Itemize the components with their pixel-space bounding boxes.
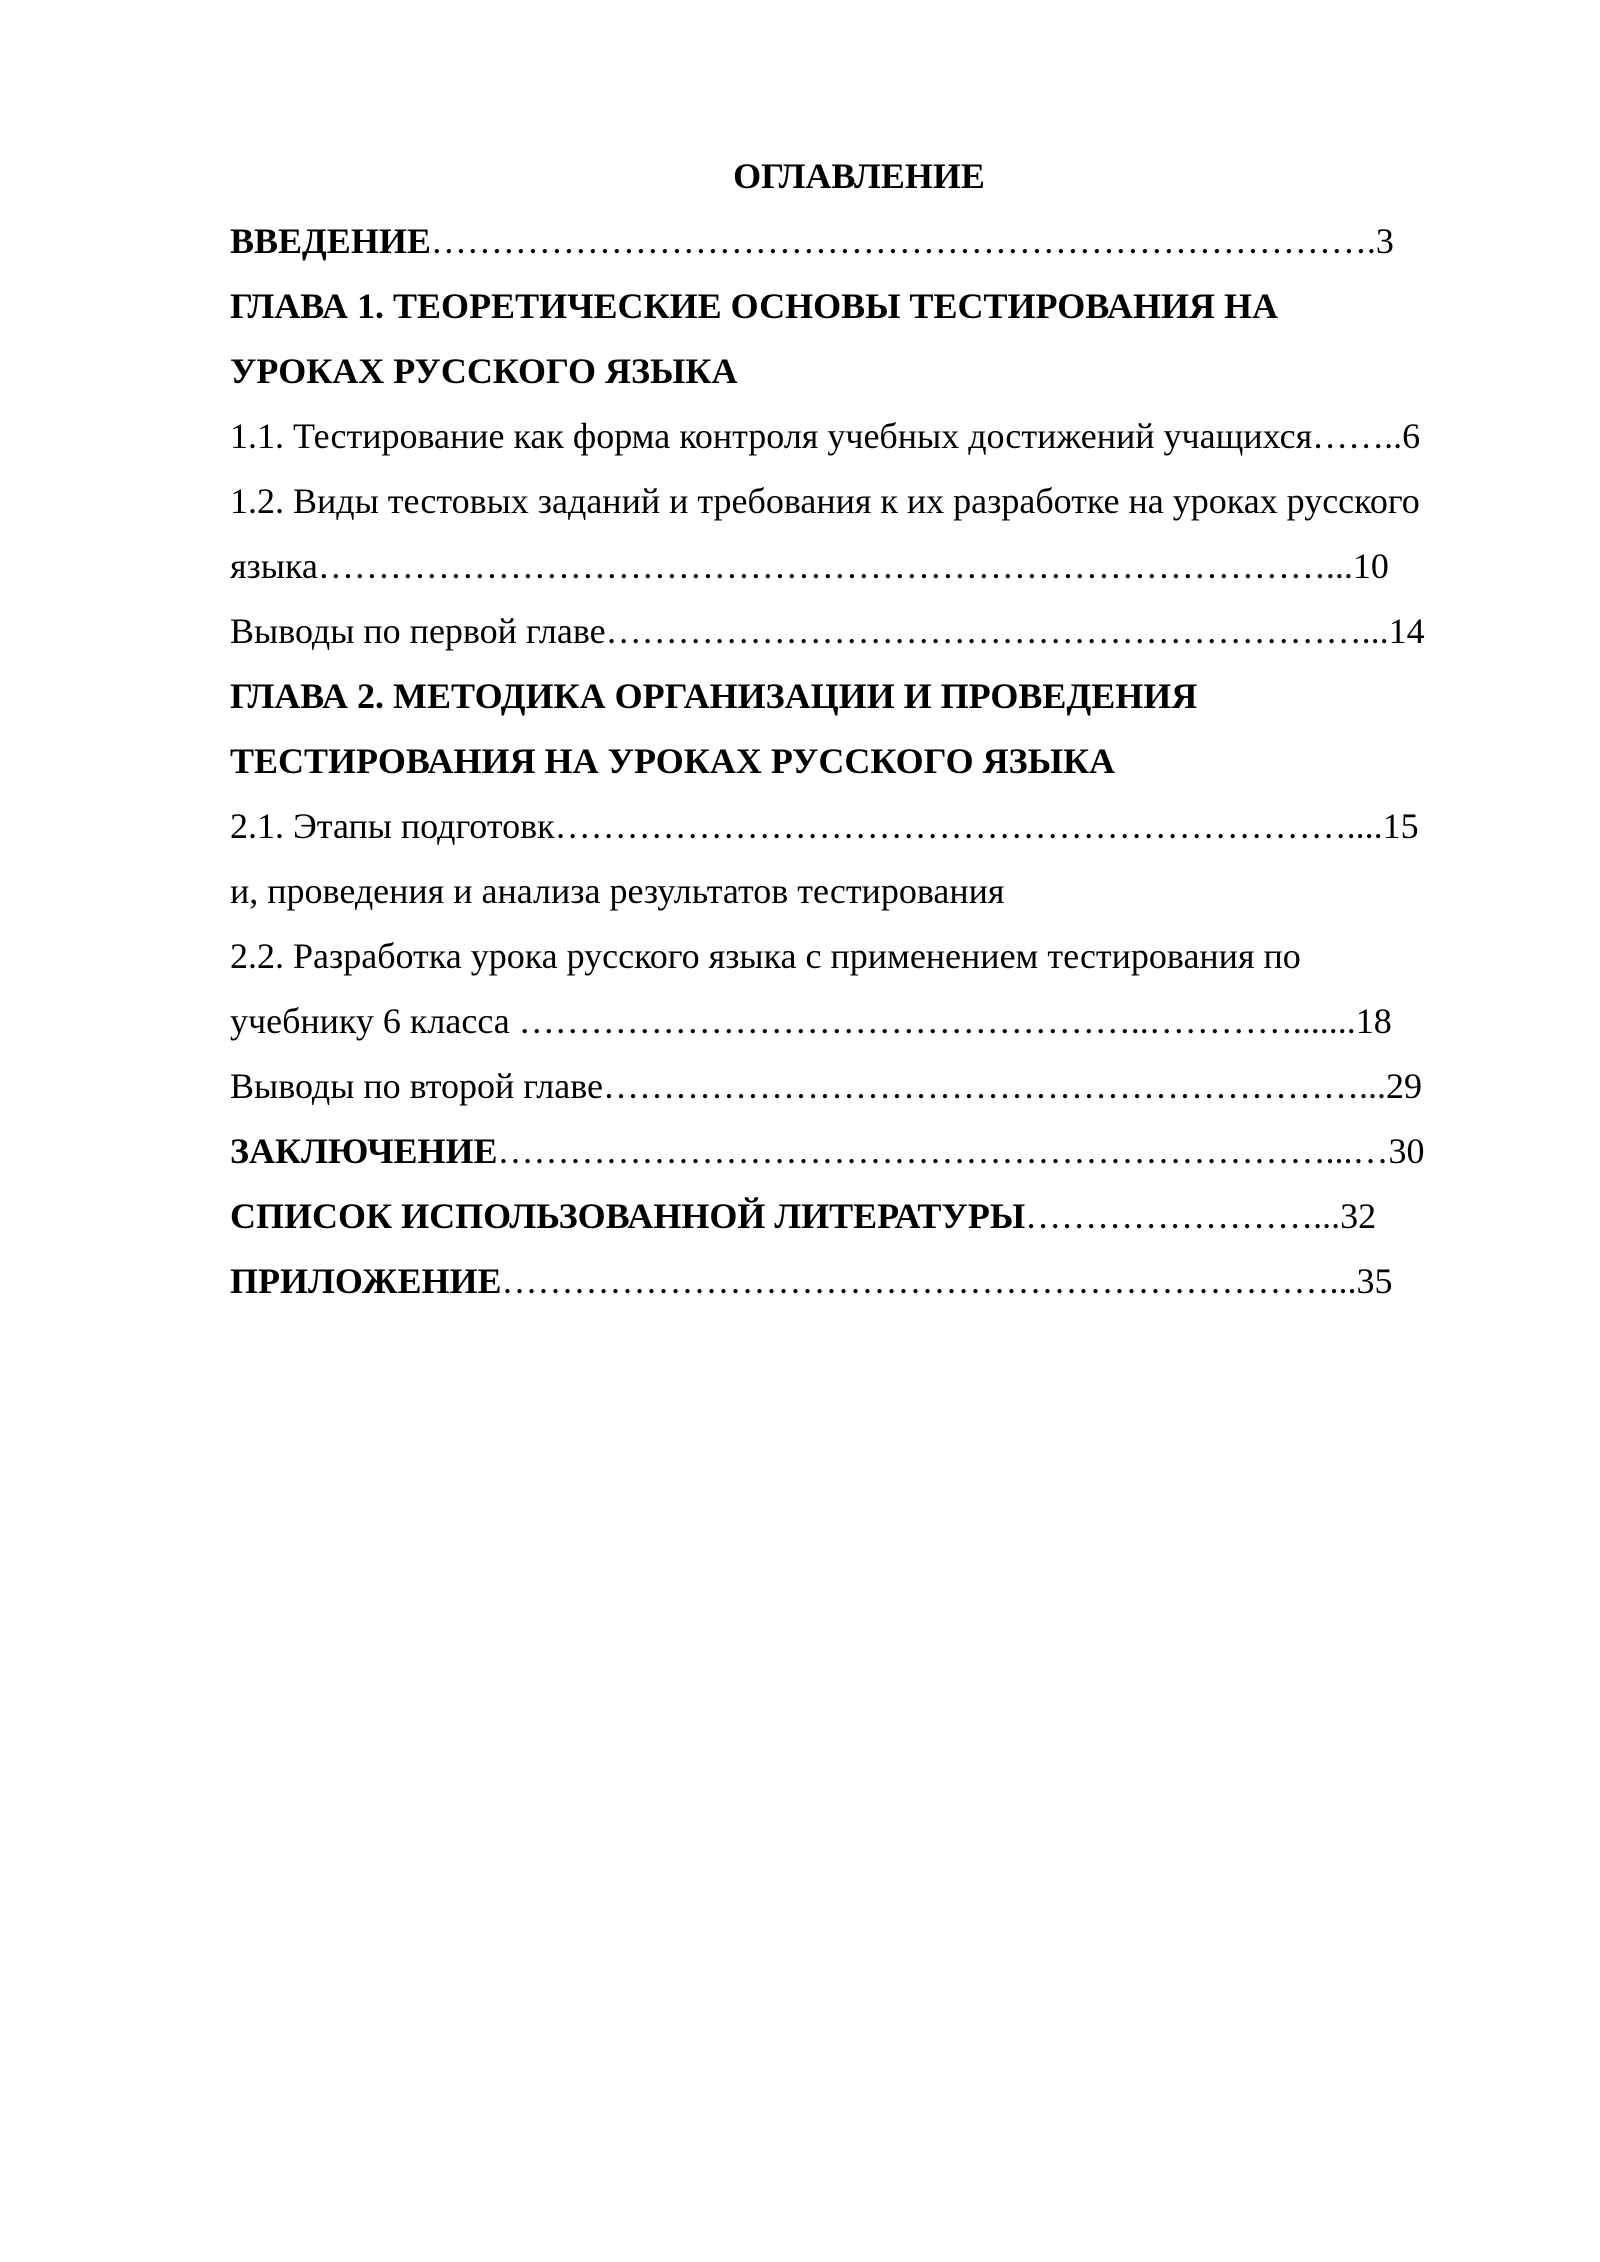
toc-entry-appendix [230, 1253, 1530, 1309]
toc-entry-leader: …………………………………………………………………….3 [430, 221, 1394, 261]
toc-entry-label: ВВЕДЕНИЕ [230, 221, 431, 261]
toc-entry-introduction [230, 213, 1530, 269]
toc-entry-chapter-1-line-1: ГЛАВА 1. ТЕОРЕТИЧЕСКИЕ ОСНОВЫ ТЕСТИРОВАНИЯ НА [230, 286, 1278, 326]
toc-entry-label: СПИСОК ИСПОЛЬЗОВАННОЙ ЛИТЕРАТУРЫ [230, 1196, 1026, 1236]
toc-entry-section-2-1-line-1: 2.1. Этапы подготовк…………………………………………………………....15 [230, 806, 1419, 846]
toc-entry-section-1-2-line-1: 1.2. Виды тестовых заданий и требования к их разработке на уроках русского [230, 481, 1420, 521]
toc-entry-label: ПРИЛОЖЕНИЕ [230, 1261, 502, 1301]
toc-entry-section-1-1: 1.1. Тестирование как форма контроля учебных достижений учащихся……..6 [230, 416, 1421, 456]
toc-entry-leader: ……………………...32 [1025, 1196, 1377, 1236]
toc-entry-section-2-2-line-1: 2.2. Разработка урока русского языка с применением тестирования по [230, 936, 1301, 976]
toc-entry-conclusion [230, 1123, 1530, 1179]
toc-entry-section-1-2-line-2: языка…………………………………………………………………………...10 [230, 546, 1389, 586]
toc-entry-conclusions-chapter-2: Выводы по второй главе………………………………………………………...29 [230, 1066, 1422, 1106]
toc-entry-section-2-2-line-2: учебнику 6 класса ……………………………………………..………….......18 [230, 1001, 1392, 1041]
toc-entry-conclusions-chapter-1: Выводы по первой главе………………………………………………………...14 [230, 611, 1425, 651]
toc-entry-section-2-1-line-2: и, проведения и анализа результатов тестирования [230, 871, 1005, 911]
toc-entry-chapter-2-line-2: ТЕСТИРОВАНИЯ НА УРОКАХ РУССКОГО ЯЗЫКА [230, 741, 1116, 781]
toc-entry-label: ЗАКЛЮЧЕНИЕ [230, 1131, 498, 1171]
toc-entry-bibliography [230, 1188, 1530, 1244]
toc-entry-chapter-1-line-2: УРОКАХ РУССКОГО ЯЗЫКА [230, 351, 738, 391]
toc-entry-leader: ……………………………………………………………...…30 [497, 1131, 1425, 1171]
toc-entry-leader: ……………………………………………………………...35 [501, 1261, 1393, 1301]
toc-title: ОГЛАВЛЕНИЕ [733, 156, 985, 196]
toc-entry-chapter-2-line-1: ГЛАВА 2. МЕТОДИКА ОРГАНИЗАЦИИ И ПРОВЕДЕНИЯ [230, 676, 1198, 716]
